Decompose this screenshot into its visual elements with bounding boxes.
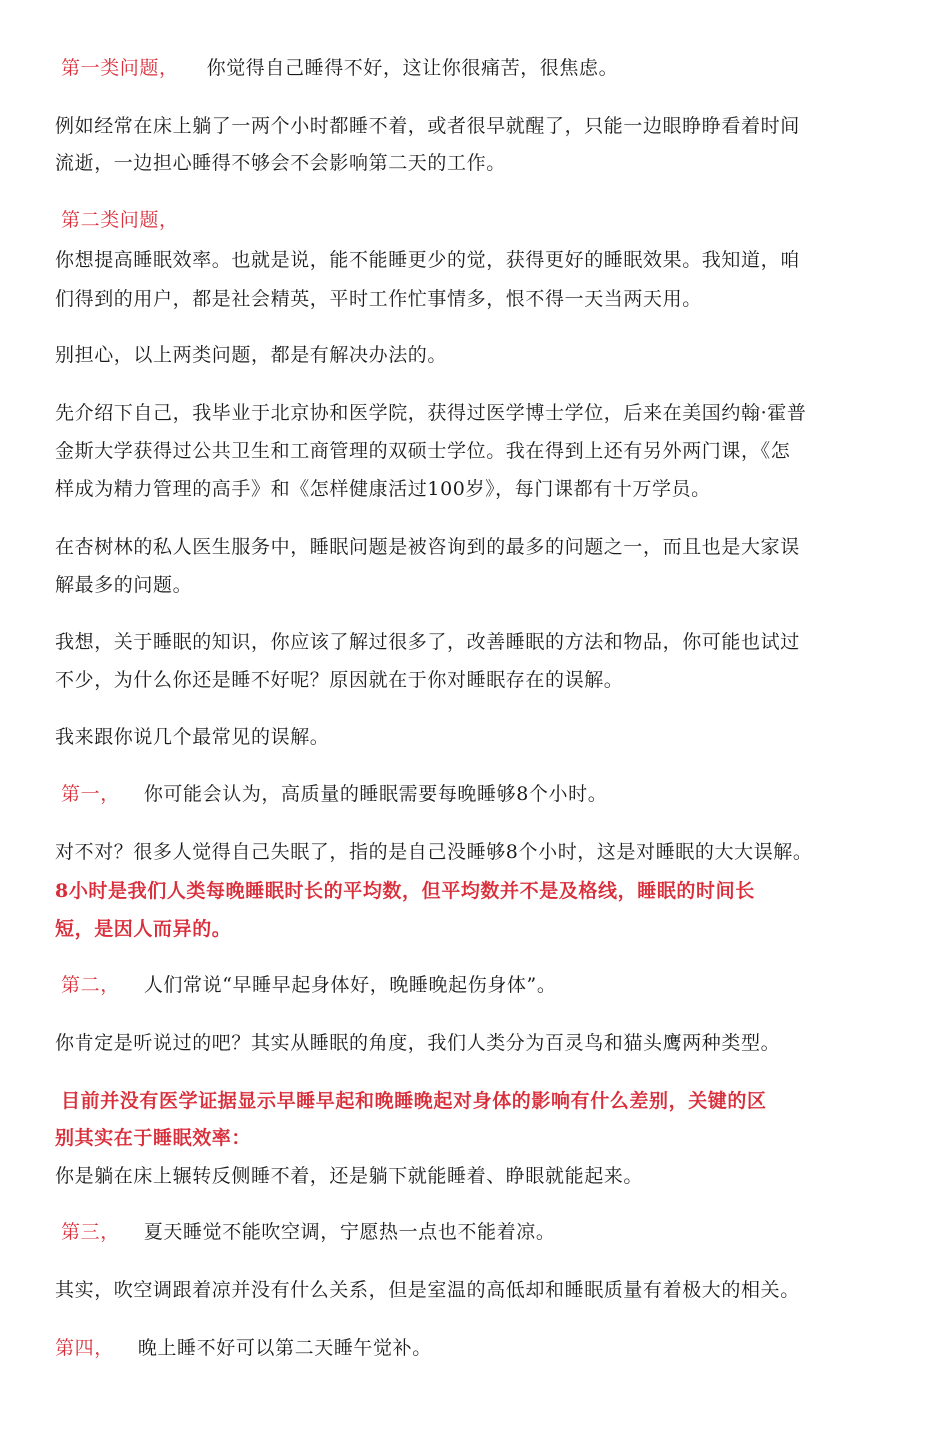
misconception-heading-3	[61, 1214, 555, 1251]
paragraph-line: 其实，吹空调跟着凉并没有什么关系，但是室温的高低却和睡眠质量有着极大的相关。	[55, 1279, 800, 1301]
paragraph-line: 别担心，以上两类问题，都是有解决办法的。	[55, 344, 448, 366]
misconception-text: 晚上睡不好可以第二天睡午觉补。	[137, 1337, 432, 1359]
paragraph-line: 先介绍下自己，我毕业于北京协和医学院，获得过医学博士学位，后来在美国约翰·霍普	[55, 402, 807, 424]
paragraph-line: 对不对？很多人觉得自己失眠了，指的是自己没睡够8个小时，这是对睡眠的大大误解。	[55, 841, 813, 863]
highlight-line: 目前并没有医学证据显示早睡早起和晚睡晚起对身体的影响有什么差别，关键的区	[61, 1090, 767, 1112]
paragraph-line: 们得到的用户，都是社会精英，平时工作忙事情多，恨不得一天当两天用。	[55, 288, 702, 310]
highlight-line: 别其实在于睡眠效率：	[55, 1127, 252, 1149]
highlight-line: 8小时是我们人类每晚睡眠时长的平均数，但平均数并不是及格线，睡眠的时间长	[55, 880, 755, 902]
misconception-text: 夏天睡觉不能吹空调，宁愿热一点也不能着凉。	[143, 1221, 556, 1243]
paragraph-line: 你是躺在床上辗转反侧睡不着，还是躺下就能睡着、睁眼就能起来。	[55, 1165, 644, 1187]
misconception-heading-2	[61, 967, 556, 1004]
paragraph-line: 你肯定是听说过的吧？其实从睡眠的角度，我们人类分为百灵鸟和猫头鹰两种类型。	[55, 1032, 781, 1054]
misconception-text: 你可能会认为，高质量的睡眠需要每晚睡够8个小时。	[143, 783, 608, 805]
paragraph-line: 流逝，一边担心睡得不够会不会影响第二天的工作。	[55, 152, 506, 174]
paragraph-line: 解最多的问题。	[55, 574, 193, 596]
misconception-text: 人们常说“早睡早起身体好，晚睡晚起伤身体”。	[143, 974, 557, 996]
misconception-heading-1	[61, 776, 607, 813]
highlight-line: 短，是因人而异的。	[55, 918, 232, 940]
paragraph-line: 我来跟你说几个最常见的误解。	[55, 726, 330, 748]
paragraph-line: 例如经常在床上躺了一两个小时都睡不着，或者很早就醒了，只能一边眼睁睁看着时间	[55, 115, 800, 137]
paragraph-line: 金斯大学获得过公共卫生和工商管理的双硕士学位。我在得到上还有另外两门课，《怎	[55, 440, 791, 462]
section-label: 第二类问题，	[61, 209, 179, 231]
paragraph-line: 我想，关于睡眠的知识，你应该了解过很多了，改善睡眠的方法和物品，你可能也试过	[55, 631, 800, 653]
section-heading-1	[61, 50, 618, 87]
paragraph-line: 你想提高睡眠效率。也就是说，能不能睡更少的觉，获得更好的睡眠效果。我知道，咱	[55, 249, 800, 271]
paragraph-line: 不少，为什么你还是睡不好呢？原因就在于你对睡眠存在的误解。	[55, 669, 624, 691]
misconception-heading-4	[55, 1330, 432, 1367]
paragraph-line: 样成为精力管理的高手》和《怎样健康活过100岁》，每门课都有十万学员。	[55, 478, 711, 500]
misconception-label: 第三，	[61, 1221, 120, 1243]
misconception-label: 第一，	[61, 783, 120, 805]
paragraph-line: 在杏树林的私人医生服务中，睡眠问题是被咨询到的最多的问题之一，而且也是大家误	[55, 536, 800, 558]
misconception-label: 第二，	[61, 974, 120, 996]
section-text: 你觉得自己睡得不好，这让你很痛苦，很焦虑。	[206, 57, 619, 79]
section-label: 第一类问题，	[61, 57, 179, 79]
misconception-label: 第四，	[55, 1337, 114, 1359]
section-heading-2	[61, 202, 179, 239]
